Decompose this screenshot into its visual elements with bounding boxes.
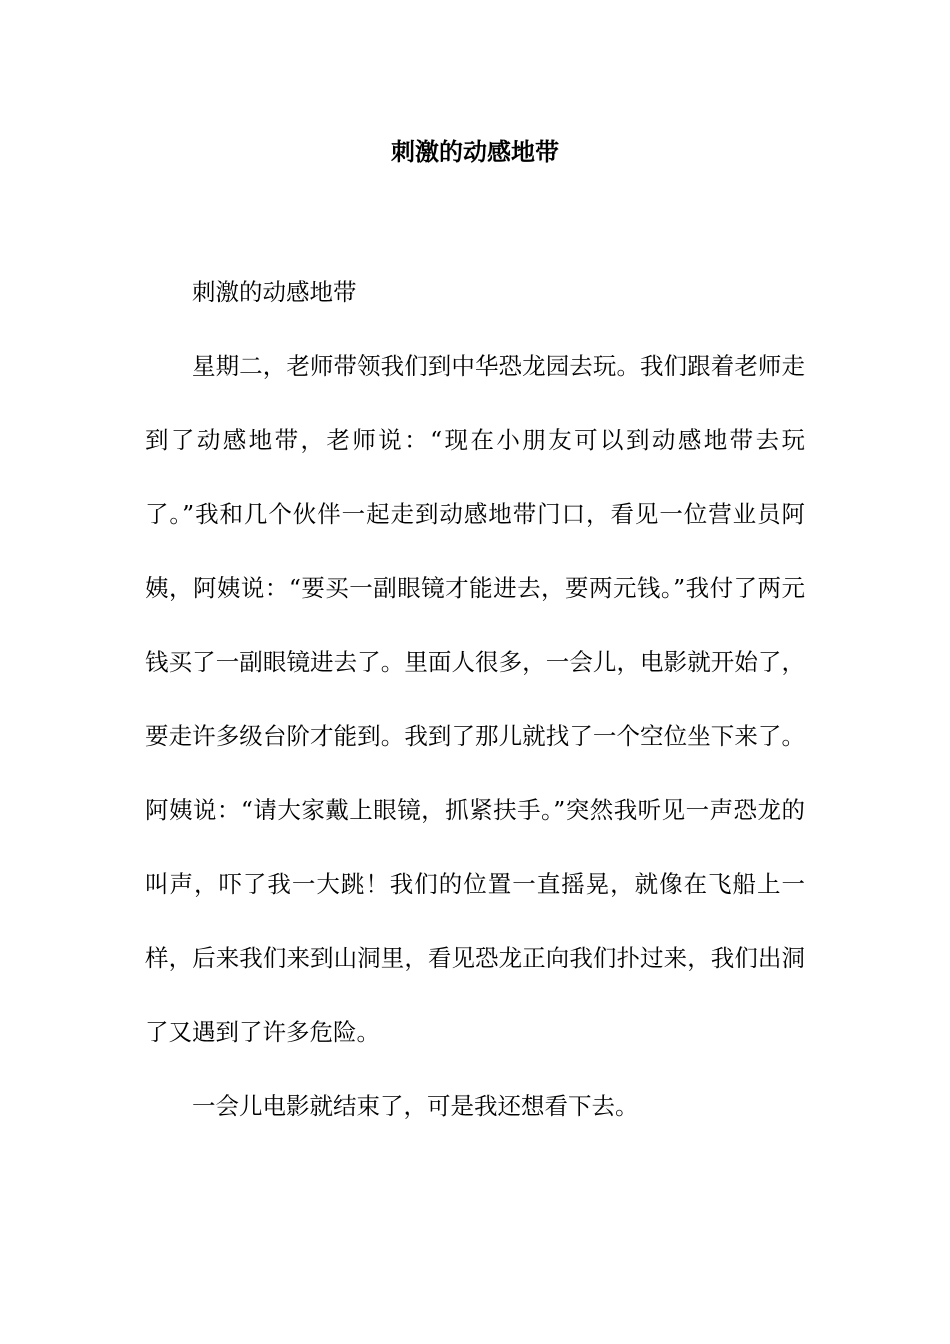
paragraph-main: 星期二，老师带领我们到中华恐龙园去玩。我们跟着老师走到了动感地带，老师说：“现在小朋友可以到动感地带去玩了。”我和几个伙伴一起走到动感地带门口，看见一位营业员阿姨，阿姨说：“要买一副眼镜才能进去，要两元钱。”我付了两元钱买了一副眼镜进去了。里面人很多，一会儿，电影就开始了，要走许多级台阶才能到。我到了那儿就找了一个空位坐下来了。阿姨说：“请大家戴上眼镜，抓紧扶手。”突然我听见一声恐龙的叫声，吓了我一大跳！我们的位置一直摇晃，就像在飞船上一样，后来我们来到山洞里，看见恐龙正向我们扑过来，我们出洞了又遇到了许多危险。 [145,352,805,1046]
paragraph-ending: 一会儿电影就结束了，可是我还想看下去。 [192,1092,639,1120]
document-title: 刺激的动感地带 [391,137,559,166]
document-body [145,255,805,1143]
paragraph-subtitle: 刺激的动感地带 [192,278,357,306]
